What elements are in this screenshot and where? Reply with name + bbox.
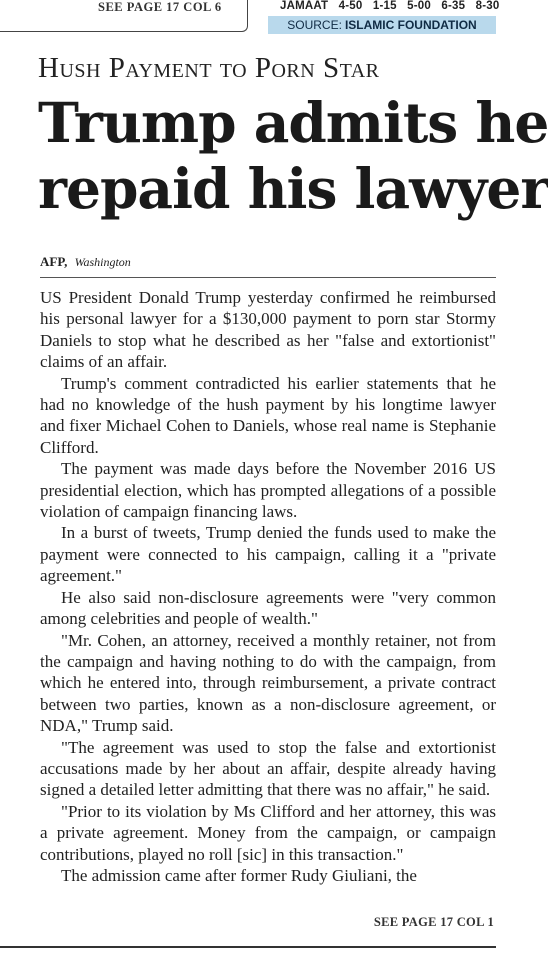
article-paragraph: The payment was made days before the November 2016 US presidential election, which has prompted allegations of a possible violation of campaign financing laws. xyxy=(40,459,496,522)
byline-divider xyxy=(40,277,496,278)
article-paragraph: He also said non-disclosure agreements were "very common among celebrities and people of wealth." xyxy=(40,587,496,629)
source-name: ISLAMIC FOUNDATION xyxy=(344,18,477,32)
article-paragraph: In a burst of tweets, Trump denied the funds used to make the payment were connected to his campaign, calling it a "private agreement." xyxy=(40,523,496,586)
continued-see-page-bottom: SEE PAGE 17 COL 1 xyxy=(373,915,494,929)
byline-place: Washington xyxy=(74,255,131,269)
prayer-time: 6-35 xyxy=(441,0,466,12)
continued-see-page-top: SEE PAGE 17 COL 6 xyxy=(98,0,222,14)
headline-line-1: Trump admits he xyxy=(38,90,548,155)
byline-agency: AFP, xyxy=(40,254,68,269)
prayer-label: JAMAAT xyxy=(280,0,329,12)
previous-story-box xyxy=(0,0,248,32)
article-paragraph: "The agreement was used to stop the false and extortionist accusations made by her about an affair, despite already having signed a detailed letter admitting that there was no affair," he said. xyxy=(40,737,496,800)
bottom-divider xyxy=(0,946,496,948)
prayer-time: 1-15 xyxy=(372,0,397,12)
headline-line-2: repaid his lawyer xyxy=(38,156,548,221)
article-paragraph: "Prior to its violation by Ms Clifford and her attorney, this was a private agreement. Money from the campaign, or campaign contributions, played no roll [sic] in this transaction." xyxy=(40,801,496,864)
article-paragraph: US President Donald Trump yesterday confirmed he reimbursed his personal lawyer for a $130,000 payment to porn star Stormy Daniels to stop what he described as her "false and extortionist" claims of an affair. xyxy=(40,288,496,372)
prayer-time: 5-00 xyxy=(407,0,431,12)
article-headline xyxy=(38,90,548,222)
source-prefix: SOURCE: xyxy=(287,18,342,32)
prayer-time: 8-30 xyxy=(475,0,500,12)
byline xyxy=(40,254,496,270)
article-kicker: Hush Payment to Porn Star xyxy=(38,52,380,84)
article-paragraph: Trump's comment contradicted his earlier statements that he had no knowledge of the hush payment by his longtime lawyer and fixer Michael Cohen to Daniels, whose real name is Stephanie Clifford. xyxy=(40,373,496,457)
prayer-times-row xyxy=(280,0,500,16)
article-body xyxy=(40,287,496,886)
prayer-time: 4-50 xyxy=(338,0,363,12)
article-paragraph: The admission came after former Rudy Giuliani, the xyxy=(61,865,417,885)
source-bar xyxy=(268,16,496,34)
article-paragraph: "Mr. Cohen, an attorney, received a monthly retainer, not from the campaign and having nothing to do with the campaign, from which he entered into, through reimbursement, a private contract between two parties, known as a non-disclosure agreement, or NDA," Trump said. xyxy=(40,630,496,736)
